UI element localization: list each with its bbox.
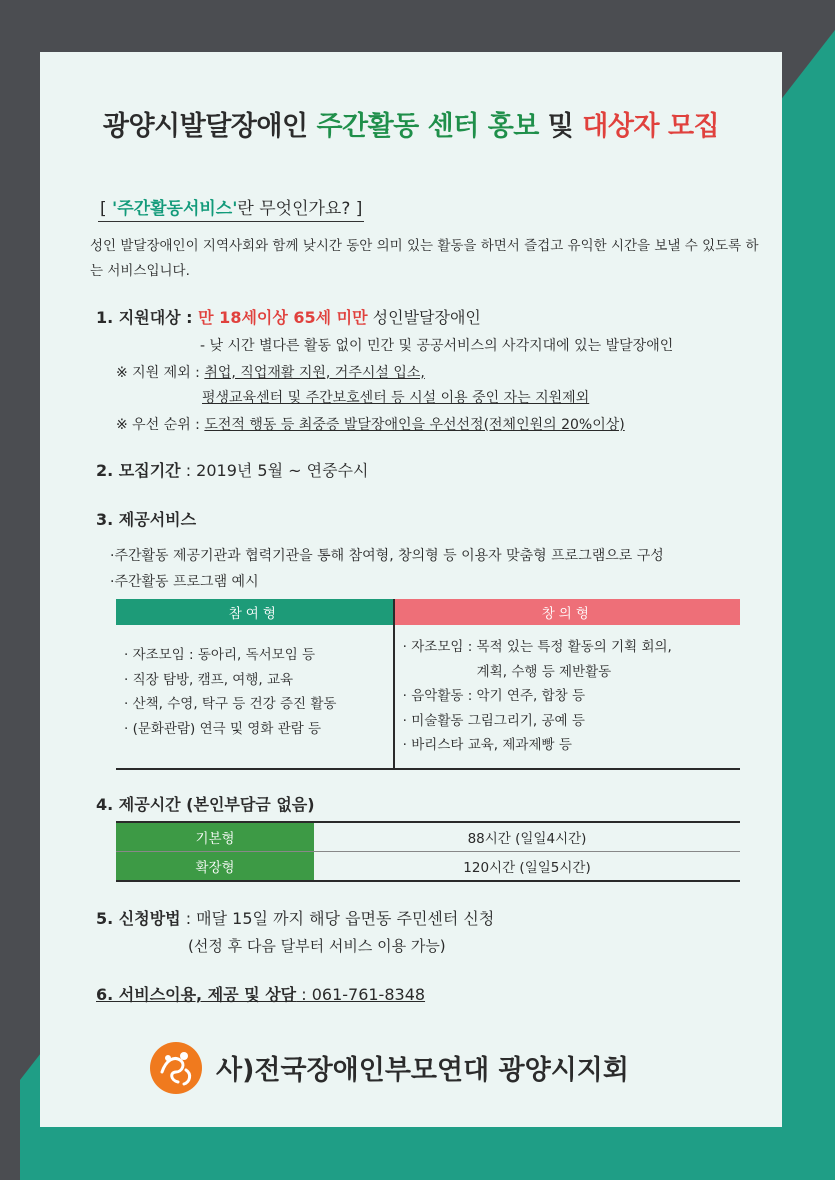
list-item: · 미술활동 그림그리기, 공예 등	[402, 712, 585, 729]
list-item: 계획, 수행 등 제반활동	[476, 663, 612, 680]
table-row	[116, 852, 740, 882]
question-heading: [ '주간활동서비스'란 무엇인가요? ]	[98, 194, 364, 222]
section-6-heading: 6. 서비스이용, 제공 및 상담 : 061-761-8348	[96, 985, 426, 1004]
time-type: 기본형	[116, 822, 314, 852]
section-4-heading: 4. 제공시간 (본인부담금 없음)	[96, 795, 315, 814]
flyer-title: 광양시발달장애인 주간활동 센터 홍보 및 대상자 모집	[102, 111, 720, 142]
section-5-heading: 5. 신청방법 : 매달 15일 까지 해당 읍면동 주민센터 신청	[96, 909, 495, 928]
intro-text: 성인 발달장애인이 지역사회와 함께 낮시간 동안 의미 있는 활동을 하면서 즐겁고 유익한 시간을 보낼 수 있도록 하는 서비스입니다.	[90, 238, 759, 279]
time-type: 확장형	[116, 852, 314, 882]
list-item: · 산책, 수영, 탁구 등 건강 증진 활동	[124, 696, 337, 712]
section-2-heading: 2. 모집기간 : 2019년 5월 ~ 연중수시	[96, 461, 369, 480]
org-name: 사)전국장애인부모연대 광양시지회	[216, 1055, 629, 1086]
participation-cell	[116, 625, 394, 769]
section-1-sub: - 낮 시간 별다른 활동 없이 민간 및 공공서비스의 사각지대에 있는 발달장애인	[200, 338, 674, 354]
service-bullet-2: ·주간활동 프로그램 예시	[110, 574, 259, 590]
time-value: 120시간 (일일5시간)	[314, 852, 740, 882]
program-col-participation: 참여형	[116, 599, 394, 625]
section-5-sub: (선정 후 다음 달부터 서비스 이용 가능)	[188, 937, 446, 955]
section-3-heading: 3. 제공서비스	[96, 510, 197, 529]
section-1-heading: 1. 지원대상 : 만 18세이상 65세 미만 성인발달장애인	[96, 308, 481, 327]
time-table	[116, 821, 740, 882]
program-table	[116, 599, 740, 770]
list-item: · 자조모임 : 동아리, 독서모임 등	[124, 647, 316, 663]
table-row	[116, 822, 740, 852]
exclude-line-2: 평생교육센터 및 주간보호센터 등 시설 이용 중인 자는 지원제외	[202, 390, 590, 406]
org-logo-icon	[148, 1040, 204, 1096]
list-item: · (문화관람) 연극 및 영화 관람 등	[124, 720, 322, 737]
program-col-creative: 창의형	[394, 599, 740, 625]
service-bullet-1: ·주간활동 제공기관과 협력기관을 통해 참여형, 창의형 등 이용자 맞춤형 프로그램으로 구성	[110, 548, 664, 564]
time-value: 88시간 (일일4시간)	[467, 831, 587, 847]
flyer-sheet	[40, 52, 782, 1127]
exclude-line: ※ 지원 제외 : 취업, 직업재활 지원, 거주시설 입소,	[116, 365, 425, 381]
list-item: · 음악활동 : 악기 연주, 합창 등	[402, 688, 586, 704]
list-item: · 자조모임 : 목적 있는 특정 활동의 기획 회의,	[402, 639, 672, 655]
creative-cell	[394, 625, 740, 769]
list-item: · 바리스타 교육, 제과제빵 등	[402, 737, 572, 753]
list-item: · 직장 탐방, 캠프, 여행, 교육	[124, 671, 294, 688]
priority-line: ※ 우선 순위 : 도전적 행동 등 최중증 발달장애인을 우선선정(전체인원의 20%이상)	[116, 417, 625, 433]
